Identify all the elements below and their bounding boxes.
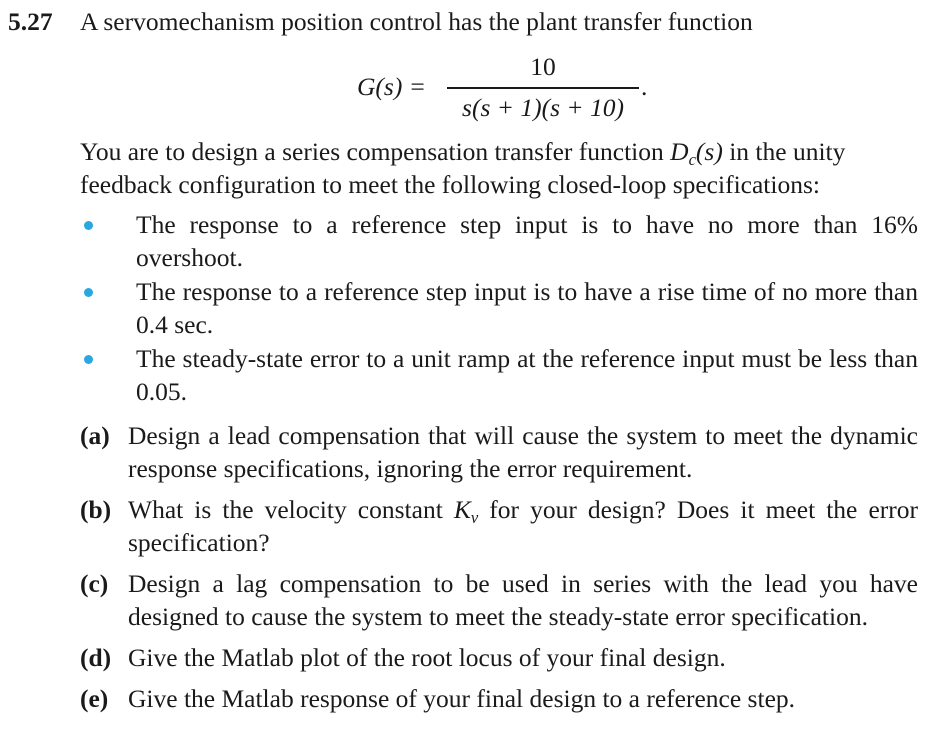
intro-text-before: You are to design a series compensation transfer function <box>80 137 671 166</box>
question-part-b <box>80 493 918 559</box>
problem-statement: A servomechanism position control has the plant transfer function <box>80 7 753 36</box>
spec-text: The response to a reference step input is to have no more than 16% overshoot. <box>136 210 918 272</box>
part-text-after: for your design? Does it meet the error specification? <box>128 495 918 557</box>
equation-denominator: s(s + 1)(s + 10) <box>462 93 624 122</box>
compensator-symbol: D <box>670 137 689 166</box>
spec-text: The steady-state error to a unit ramp at the reference input must be less than 0.05. <box>136 344 918 406</box>
intro-text-after: in the unity feedback configuration to meet the following closed-loop specifications: <box>80 137 846 199</box>
question-parts <box>80 419 918 723</box>
compensator-subscript: c <box>688 149 696 169</box>
bullet-icon <box>84 355 93 364</box>
compensator-argument: (s) <box>695 137 723 166</box>
equation-terminator: . <box>641 72 648 101</box>
bullet-icon <box>84 288 93 297</box>
part-text-before: What is the velocity constant <box>128 495 454 524</box>
spec-text: The response to a reference step input is to have a rise time of no more than 0.4 sec. <box>136 277 918 339</box>
part-label: (a) <box>80 421 110 450</box>
fraction-bar <box>447 87 639 89</box>
intro-paragraph <box>80 135 918 201</box>
spec-item <box>80 208 918 274</box>
spec-list <box>80 208 918 409</box>
velocity-constant-symbol: K <box>453 495 471 524</box>
problem-header <box>8 6 753 38</box>
spec-item <box>80 342 918 408</box>
question-part-d <box>80 641 918 674</box>
part-text: Design a lead compensation that will cause the system to meet the dynamic response specifications, ignoring the error requirement. <box>128 421 918 483</box>
equation-numerator: 10 <box>530 52 556 81</box>
part-text: Design a lag compensation to be used in series with the lead you have designed to cause the system to meet the steady-state error specification. <box>128 569 918 631</box>
part-label: (b) <box>80 495 112 524</box>
part-label: (c) <box>80 569 109 598</box>
part-text: Give the Matlab response of your final design to a reference step. <box>128 684 796 713</box>
question-part-e <box>80 682 918 715</box>
velocity-constant-subscript: v <box>470 507 479 527</box>
question-part-c <box>80 567 918 633</box>
part-label: (d) <box>80 643 112 672</box>
problem-number: 5.27 <box>8 7 53 36</box>
equation-lhs: G(s) = <box>357 72 426 101</box>
spec-item <box>80 275 918 341</box>
part-label: (e) <box>80 684 109 713</box>
bullet-icon <box>84 221 93 230</box>
question-part-a <box>80 419 918 485</box>
part-text: Give the Matlab plot of the root locus of your final design. <box>128 643 726 672</box>
